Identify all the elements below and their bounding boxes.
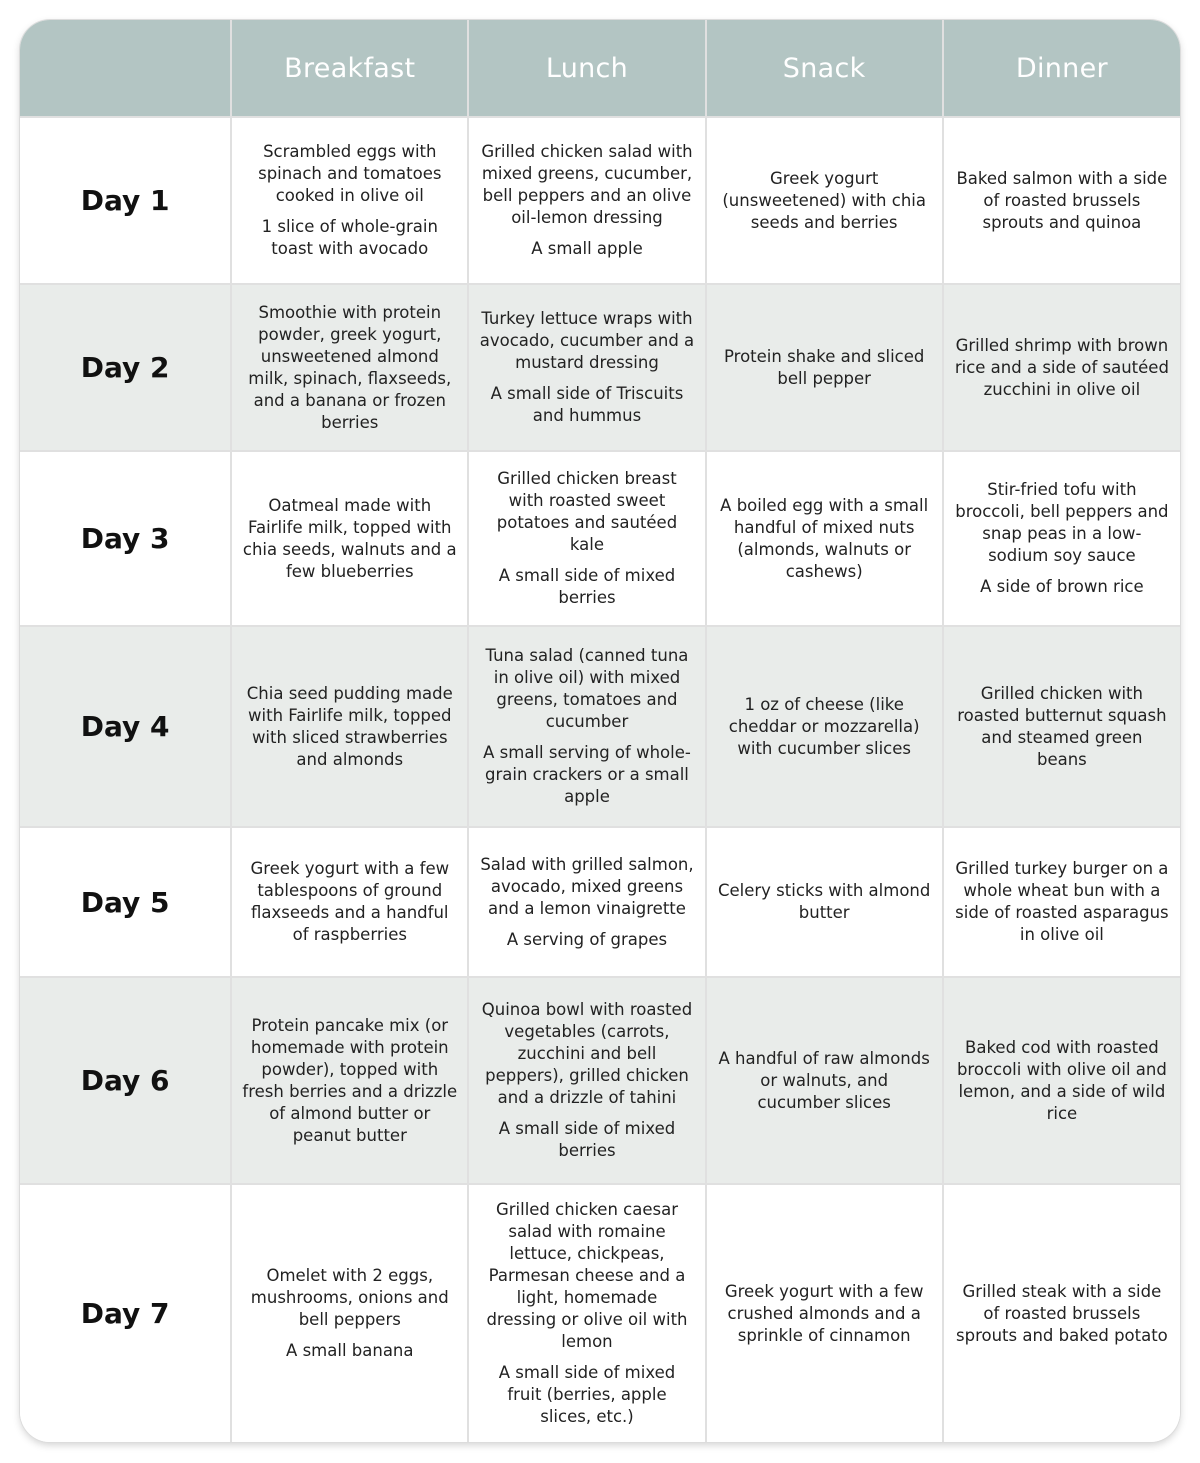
breakfast-cell [231, 451, 468, 626]
header-breakfast: Breakfast [231, 20, 468, 117]
meal-item: Oatmeal made with Fairlife milk, topped with chia seeds, walnuts and a few blueberries [242, 495, 457, 581]
table-row [20, 626, 1180, 827]
meal-item: Grilled chicken caesar salad with romaine lettuce, chickpeas, Parmesan cheese and a light, homemade dressing or olive oil with lemon [486, 1200, 688, 1351]
snack-cell [706, 977, 943, 1184]
meal-item: Grilled turkey burger on a whole wheat bun with a side of roasted asparagus in olive oil [955, 859, 1169, 944]
header-lunch: Lunch [468, 20, 705, 117]
table-row [20, 117, 1180, 284]
snack-cell [706, 284, 943, 451]
dinner-cell [943, 117, 1180, 284]
table-row [20, 977, 1180, 1184]
day-label: Day 6 [20, 977, 231, 1184]
snack-cell [706, 451, 943, 626]
breakfast-cell [231, 284, 468, 451]
day-label: Day 3 [20, 451, 231, 626]
meal-item: Grilled chicken with roasted butternut squash and steamed green beans [957, 683, 1167, 769]
breakfast-cell [231, 827, 468, 977]
breakfast-cell [231, 626, 468, 827]
table-row [20, 451, 1180, 626]
meal-item: Grilled chicken breast with roasted sweet potatoes and sautéed kale [496, 469, 678, 554]
meal-item: Stir-fried tofu with broccoli, bell peppers and snap peas in a low-sodium soy sauce [955, 480, 1169, 565]
header-snack: Snack [706, 20, 943, 117]
meal-item: Greek yogurt with a few crushed almonds and a sprinkle of cinnamon [724, 1281, 924, 1345]
meal-item: Grilled chicken salad with mixed greens, cucumber, bell peppers and an olive oil-lemon dressing [481, 142, 693, 227]
header-row [20, 20, 1180, 117]
snack-cell [706, 626, 943, 827]
dinner-cell [943, 626, 1180, 827]
meal-item: A small side of mixed berries [498, 566, 676, 607]
meal-item: 1 oz of cheese (like cheddar or mozzarella) with cucumber slices [728, 694, 920, 758]
meal-item: A handful of raw almonds or walnuts, and cucumber slices [718, 1048, 930, 1112]
lunch-cell [468, 827, 705, 977]
meal-item: Turkey lettuce wraps with avocado, cucumber and a mustard dressing [479, 309, 695, 372]
snack-cell [706, 827, 943, 977]
meal-item: Grilled steak with a side of roasted brussels sprouts and baked potato [956, 1281, 1168, 1345]
meal-plan-card [20, 20, 1180, 1442]
dinner-cell [943, 1184, 1180, 1442]
day-label: Day 7 [20, 1184, 231, 1442]
meal-item: Grilled shrimp with brown rice and a side of sautéed zucchini in olive oil [954, 335, 1169, 399]
meal-item: Baked salmon with a side of roasted brussels sprouts and quinoa [956, 168, 1168, 232]
meal-item: Baked cod with roasted broccoli with olive oil and lemon, and a side of wild rice [956, 1037, 1167, 1123]
day-label: Day 1 [20, 117, 231, 284]
day-label: Day 4 [20, 626, 231, 827]
meal-item: Celery sticks with almond butter [717, 881, 931, 922]
meal-item: Protein shake and sliced bell pepper [723, 346, 925, 388]
snack-cell [706, 117, 943, 284]
breakfast-cell [231, 1184, 468, 1442]
meal-item: Chia seed pudding made with Fairlife milk, topped with sliced strawberries and almonds [246, 683, 453, 769]
dinner-cell [943, 977, 1180, 1184]
meal-item: A small side of Triscuits and hummus [490, 384, 684, 425]
meal-item: Protein pancake mix (or homemade with protein powder), topped with fresh berries and a drizzle of almond butter or peanut butter [242, 1015, 458, 1145]
table-row [20, 827, 1180, 977]
dinner-cell [943, 284, 1180, 451]
meal-item: Quinoa bowl with roasted vegetables (carrots, zucchini and bell peppers), grilled chicken and a drizzle of tahini [481, 1000, 693, 1107]
meal-item: Salad with grilled salmon, avocado, mixed greens and a lemon vinaigrette [480, 854, 694, 918]
header-corner [20, 20, 231, 117]
lunch-cell [468, 117, 705, 284]
meal-item: A serving of grapes [506, 929, 668, 949]
meal-item: Tuna salad (canned tuna in olive oil) with mixed greens, tomatoes and cucumber [485, 646, 689, 731]
dinner-cell [943, 451, 1180, 626]
dinner-cell [943, 827, 1180, 977]
lunch-cell [468, 451, 705, 626]
table-row [20, 1184, 1180, 1442]
lunch-cell [468, 626, 705, 827]
meal-item: Greek yogurt with a few tablespoons of ground flaxseeds and a handful of raspberries [250, 859, 450, 944]
meal-item: A small side of mixed berries [498, 1119, 676, 1160]
breakfast-cell [231, 977, 468, 1184]
lunch-cell [468, 284, 705, 451]
meal-item: Omelet with 2 eggs, mushrooms, onions and bell peppers [250, 1266, 449, 1329]
meal-item: 1 slice of whole-grain toast with avocado [261, 217, 438, 258]
meal-item: A small side of mixed fruit (berries, apple slices, etc.) [498, 1363, 676, 1426]
meal-item: A small apple [531, 239, 643, 258]
meal-plan-table [20, 20, 1180, 1442]
day-label: Day 5 [20, 827, 231, 977]
meal-item: A boiled egg with a small handful of mixed nuts (almonds, walnuts or cashews) [720, 495, 929, 581]
lunch-cell [468, 977, 705, 1184]
header-dinner: Dinner [943, 20, 1180, 117]
day-label: Day 2 [20, 284, 231, 451]
table-row [20, 284, 1180, 451]
meal-item: A small banana [286, 1341, 414, 1360]
meal-item: Scrambled eggs with spinach and tomatoes cooked in olive oil [258, 142, 442, 205]
meal-item: A side of brown rice [980, 577, 1144, 596]
lunch-cell [468, 1184, 705, 1442]
meal-item: A small serving of whole-grain crackers or a small apple [483, 743, 691, 806]
snack-cell [706, 1184, 943, 1442]
breakfast-cell [231, 117, 468, 284]
meal-item: Greek yogurt (unsweetened) with chia seeds and berries [722, 168, 926, 232]
meal-item: Smoothie with protein powder, greek yogurt, unsweetened almond milk, spinach, flaxseeds, and a banana or frozen berries [248, 302, 452, 432]
